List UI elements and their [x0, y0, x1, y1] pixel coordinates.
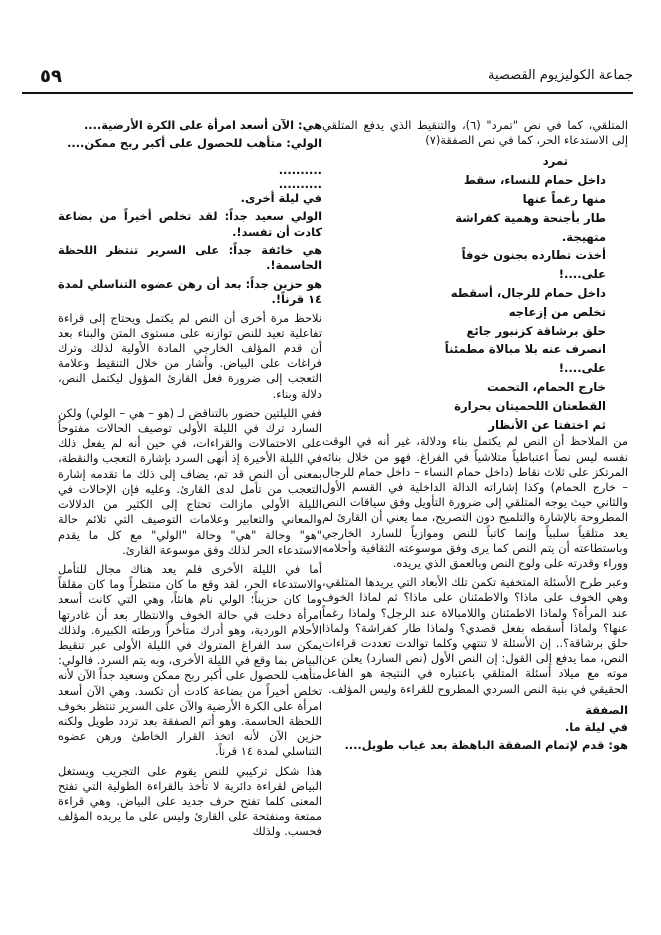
poem-line: حلق برشاقة كزنبور جائع [466, 323, 606, 338]
header-rule [22, 92, 633, 94]
poem-line: طار بأجنحة وهمية كفراشة [455, 210, 606, 225]
dialog-line: في ليلة أخرى. [240, 190, 322, 205]
poem-line: تخلص من إزعاجه [508, 304, 606, 319]
poem-line: داخل حمام للنساء، سقط [463, 173, 606, 188]
poem-line: متهيجة. [561, 229, 606, 244]
spacer [58, 155, 322, 163]
ellipsis-line: .......... [278, 176, 322, 191]
ellipsis-line: .......... [278, 162, 322, 177]
poem-line: انصرف عنه بلا مبالاة مطمئناً [444, 342, 606, 357]
dialog-line: الولي سعيد جداً: لقد تخلص أخيراً من بضاعة كادت أن تفسد!. [58, 209, 322, 239]
left-column [58, 118, 322, 844]
page-number: ٥٩ [40, 66, 62, 87]
dialog-line: الولي: متأهب للحصول على أكبر ربح ممكن.... [67, 136, 322, 151]
right-column [322, 118, 628, 757]
poem-line: على....! [558, 361, 606, 376]
poem-line: القطعتان اللحميتان بحرارة [454, 398, 606, 413]
analysis-paragraph: من الملاحظ أن النص لم يكتمل بناء ودلالة، غير أنه في الوقت نفسه ليس نصاً اعتباطياً متلاشياً في الفراغ. فهو من خلال بنائه المرتكز على ثلاث نقاط (داخل حمام النساء – داخل حمام للرجال – خارج الحمام) وكذا إشاراته الدالة الداخلية في القسم الأول والثاني حيث يوجه المتلقي إلى ضرورة التأويل وفق سياقات النص المطروحة بالإشارة والتلميح دون التصريح، مما يعني أن القارئ لم يعد متلقياً سلبياً وإنما كاتباً للنص وموازياً للسارد الخارجي وباستطاعته أن يتم النص كما يرى وفق موسوعته الثقافية وأحلامه ووراء وقدرته على ولوج النص وبالعمق الذي يريده. [322, 434, 628, 570]
analysis-paragraph: نلاحظ مرة أخرى أن النص لم يكتمل ويحتاج إلى قراءة تفاعلية تعيد للنص توازنه على مستوى المتن والبناء بعد أن قدم المؤلف الخارجي المادة الأولية لذلك وترك فراغات على البياض. وأشار من خلال التنقيط وعلامة التعجب إلى ضرورة فعل القارئ المؤول ليكتمل النص، دلالة وبناء. [58, 310, 322, 401]
poem-line: منها رغماً عنها [522, 192, 606, 206]
section-title: الصفقة [585, 702, 628, 717]
poem-line: أخذت تطارده بجنون خوفاً [461, 248, 606, 263]
intro-paragraph: المتلقي، كما في نص "تمرد" (٦)، والتنقيط الذي يدفع المتلقي إلى الاستدعاء الحر، كما في نص الصفقة(٧) [322, 118, 628, 148]
dialog-line: هو: قدم لإتمام الصفقة الباهظة بعد غياب طويل.... [344, 738, 628, 753]
running-head: جماعة الكوليزيوم القصصية [488, 68, 633, 83]
analysis-paragraph: وعبر طرح الأسئلة المتخفية تكمن تلك الأبعاد التي يريدها المتلقي، وهي الخوف على ماذا؟ والاطمئنان على ماذا؟ ثم لماذا الخوف عند المرأة؟ ولماذا الاطمئنان واللامبالاة عند الرجل؟ ولماذا رغماً عنها؟ ولماذا أسقطه بفعل قصدي؟ ولماذا طار كفراشة؟ ولماذا حلق برشاقة؟.. إن الأسئلة لا تنتهي وكلما توالدت تعددت قراءات النص، مما يدفع إلى القول: إن النص الأول (نص السارد) يعلن عن موته مع ميلاد أسئلة المتلقي باعتباره في النتيجة هو الفاعل الحقيقي في بنية النص السردي المطروح للقراءة وليس المؤلف. [322, 575, 628, 696]
dialog-line: هو حزين جداً: بعد أن رهن عضوه التناسلي لمدة ١٤ قرناً!. [58, 276, 322, 307]
analysis-paragraph: هذا شكل تركيبي للنص يقوم على التجريب ويستغل البياض لقراءة دائرية لا تأخذ بالقراءة الطولية التي تفتح المعنى كلما تفتح حرف جديد على البياض. وهي قراءة ممتعة ومنفتحة على القارئ وليس على ما يريده المؤلف فحسب. ولذلك [58, 763, 322, 839]
poem-line: ثم اختفتا عن الأنظار [488, 417, 606, 432]
page-header [22, 60, 633, 96]
dialog-line: هي: الآن أسعد امرأة على الكرة الأرضية.... [83, 118, 322, 132]
poem-line: خارج الحمام، التحمت [487, 379, 606, 394]
poem-title: تمرد [542, 154, 568, 169]
dialog-line: هي خائفة جداً: على السرير تنتظر اللحظة الحاسمة!. [58, 243, 322, 273]
analysis-paragraph: أما في الليلة الأخرى فلم يعد هناك مجال للتأمل والاستدعاء الحر، لقد وقع ما كان منتظراً وما كان مقلقاً وما كان حزيناً؛ الولي نام هانئاً، وهي التي كانت أسعد امرأة دخلت في حالة الخوف والانتظار بعد أن غادرتها الأحلام الوردية، وهو أدرك متأخراً ورطته الكبيرة. ولذلك يمكن سد الفراغ المتروك في الليلة الأولى عبر تنقيط البياض بما وقع في الليلة الأخرى، وبه يتم السرد. فالولي: متأهب للحصول على أكبر ربح ممكن وسعيد جداً الآن لأنه تخلص أخيراً من بضاعة كادت أن تكسد. وهي الآن أسعد امرأة على الكرة الأرضية والآن على السرير تنتظر بخوف اللحظة الحاسمة. وهو أتم الصفقة بعد تردد طويل ولكنه حزين الآن لأنه اتخذ القرار الخاطئ ورهن عضوه التناسلي لمدة ١٤ قرناً. [58, 561, 322, 759]
poem-line: داخل حمام للرجال، أسقطه [450, 285, 606, 300]
analysis-paragraph: ففي الليلتين حضور بالتناقض لـ (هو – هي – الولي) ولكن السارد ترك في الليلة الأولى توصيف الحالات مفتوحاً على الاحتمالات والقراءات، في حين أنه لم يفعل ذلك في الليلة الأخيرة إذ أنهى السرد بإشارة التعجب والنقطة، بمعنى أن النص قد تم، يضاف إلى ذلك ما تقدمه إشارة التعجب من تأمل لدى القارئ. وعليه فإن الإحالات في الليلة الأولى مازالت تحتاج إلى الكثير من الدلالات والمعاني والتعابير وعلامات التوصيف التي تلائم حالة "هو" وحالة "هي" وحالة "الولي" مع كل ما يقدم الاستدعاء الحر لذلك وفق موسوعة القارئ. [58, 405, 322, 557]
poem-line: على....! [558, 267, 606, 282]
poem [322, 171, 628, 434]
dialog-line: في ليلة ما. [564, 720, 628, 735]
